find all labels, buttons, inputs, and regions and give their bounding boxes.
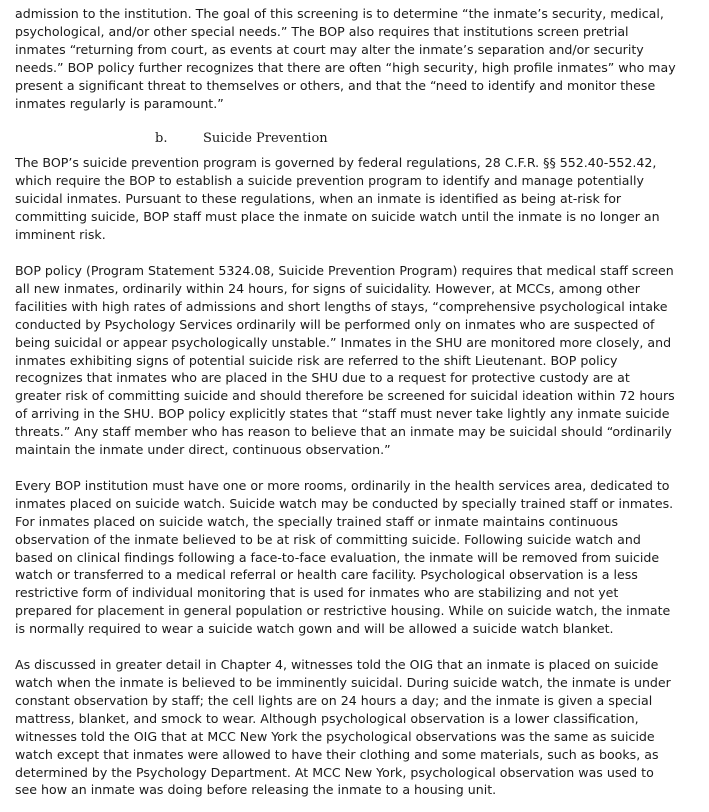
section-number: b. [155,131,168,147]
section-heading [15,130,677,148]
document-page [15,5,677,799]
paragraph-regulations: The BOP’s suicide prevention program is governed by federal regulations, 28 C.F.R. §§ 552.40-552.42, which require the BOP to establish a suicide prevention program to identify and manage potentially suicidal inmates. Pursuant to these regulations, when an inmate is identified as being at-risk for committing suicide, BOP staff must place the inmate on suicide watch until the inmate is no longer an imminent risk. [15,155,660,243]
paragraph-suicide-watch-rooms: Every BOP institution must have one or more rooms, ordinarily in the health services area, dedicated to inmates placed on suicide watch. Suicide watch may be conducted by specially trained staff or inmates. For inmates placed on suicide watch, the specially trained staff or inmate maintains continuous observation of the inmate believed to be at risk of committing suicide. Following suicide watch and based on clinical findings following a face-to-face evaluation, the inmate will be removed from suicide watch or transferred to a medical referral or health care facility. Psychological observation is a less restrictive form of individual monitoring that is used for inmates who are stabilizing and not yet prepared for placement in general population or restrictive housing. While on suicide watch, the inmate is normally required to wear a suicide watch gown and will be allowed a suicide watch blanket. [15,477,674,637]
paragraph-bop-policy: BOP policy (Program Statement 5324.08, Suicide Prevention Program) requires that medical staff screen all new inmates, ordinarily within 24 hours, for signs of suicidality. However, at MCCs, among other facilities with high rates of admissions and short lengths of stays, “comprehensive psychological intake conducted by Psychology Services ordinarily will be performed only on inmates who are suspected of being suicidal or appear psychologically unstable.” Inmates in the SHU are monitored more closely, and inmates exhibiting signs of potential suicide risk are referred to the shift Lieutenant. BOP policy recognizes that inmates who are placed in the SHU due to a request for protective custody are at greater risk of committing suicide and should therefore be screened for suicidal ideation within 72 hours of arriving in the SHU. BOP policy explicitly states that “staff must never take lightly any inmate suicide threats.” Any staff member who has reason to believe that an inmate may be suicidal should “ordinarily maintain the inmate under direct, continuous observation.” [15,262,675,458]
intro-paragraph: admission to the institution. The goal of this screening is to determine “the inmate’s security, medical, psychological, and/or other special needs.” The BOP also requires that institutions screen pretrial inmates “returning from court, as events at court may alter the inmate’s separation and/or security needs.” BOP policy further recognizes that there are often “high security, high profile inmates” who may present a significant threat to themselves or others, and that the “need to identify and monitor these inmates regularly is paramount.” [15,6,676,111]
paragraph-chapter-4: As discussed in greater detail in Chapter 4, witnesses told the OIG that an inmate is placed on suicide watch when the inmate is believed to be imminently suicidal. During suicide watch, the inmate is under constant observation by staff; the cell lights are on 24 hours a day; and the inmate is given a special mattress, blanket, and smock to wear. Although psychological observation is a lower classification, witnesses told the OIG that at MCC New York the psychological observations was the same as suicide watch except that inmates were allowed to have their clothing and some materials, such as books, as determined by the Psychology Department. At MCC New York, psychological observation was used to see how an inmate was doing before releasing the inmate to a housing unit. [15,657,671,798]
section-title: Suicide Prevention [203,131,328,147]
